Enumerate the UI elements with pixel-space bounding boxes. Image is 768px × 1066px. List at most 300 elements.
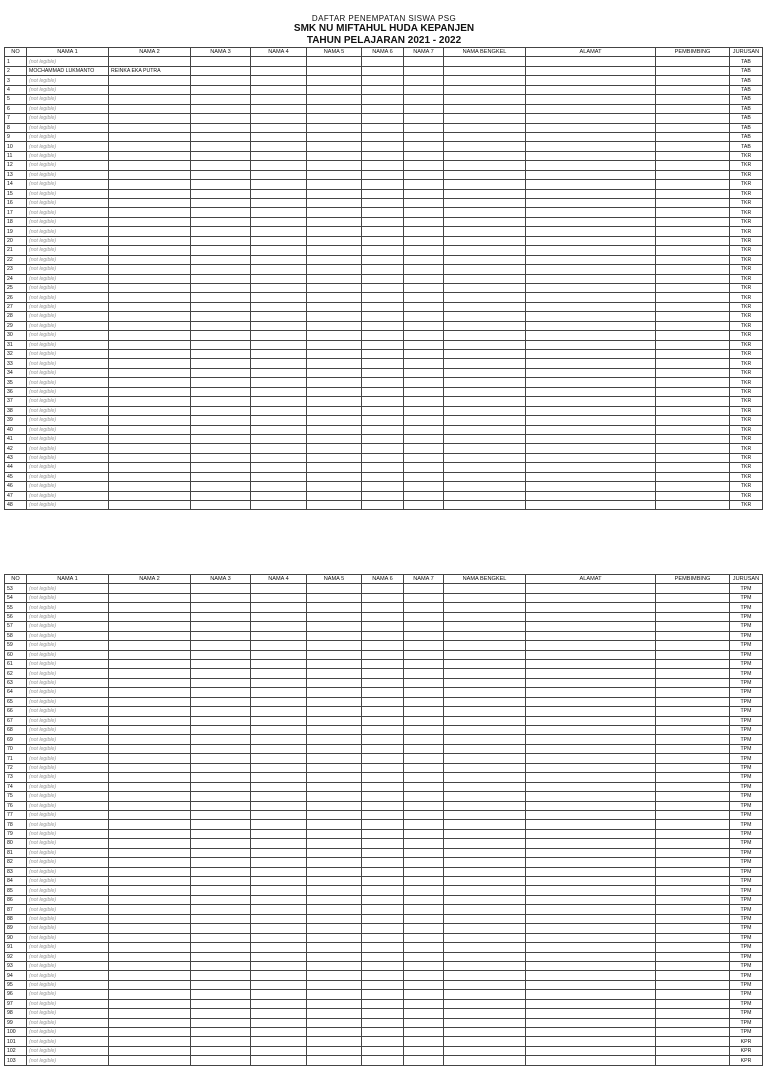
cell-pembimbing xyxy=(656,877,730,886)
cell-nama-6 xyxy=(362,378,404,387)
cell-nama-bengkel xyxy=(444,650,526,659)
cell-nama-5 xyxy=(307,886,362,895)
table-row xyxy=(5,416,763,425)
cell-nama-6 xyxy=(362,593,404,602)
cell-alamat xyxy=(526,246,656,255)
cell-jurusan: TKR xyxy=(730,416,763,425)
cell-nama-5 xyxy=(307,368,362,377)
cell-nama-4 xyxy=(251,641,307,650)
cell-nama-bengkel xyxy=(444,707,526,716)
cell-nama-7 xyxy=(404,603,444,612)
cell-nama-3 xyxy=(191,472,251,481)
placement-table-page-2 xyxy=(4,574,763,1066)
cell-nama-2 xyxy=(109,707,191,716)
table-row xyxy=(5,839,763,848)
cell-nama-2 xyxy=(109,227,191,236)
cell-pembimbing xyxy=(656,1028,730,1037)
cell-pembimbing xyxy=(656,227,730,236)
cell-nama-4 xyxy=(251,199,307,208)
cell-no: 22 xyxy=(5,255,27,264)
table-row xyxy=(5,255,763,264)
cell-nama-6 xyxy=(362,416,404,425)
cell-nama-2 xyxy=(109,416,191,425)
cell-alamat xyxy=(526,95,656,104)
column-header-nama-3: NAMA 3 xyxy=(191,575,251,584)
cell-nama-6 xyxy=(362,622,404,631)
cell-no: 53 xyxy=(5,584,27,593)
cell-nama-5 xyxy=(307,943,362,952)
cell-nama-6 xyxy=(362,236,404,245)
cell-no: 39 xyxy=(5,416,27,425)
cell-nama-bengkel xyxy=(444,199,526,208)
cell-pembimbing xyxy=(656,180,730,189)
cell-nama-1: (not legible) xyxy=(27,697,109,706)
table-row xyxy=(5,199,763,208)
cell-pembimbing xyxy=(656,331,730,340)
cell-nama-3 xyxy=(191,274,251,283)
cell-nama-4 xyxy=(251,104,307,113)
cell-alamat xyxy=(526,340,656,349)
column-header-nama-1: NAMA 1 xyxy=(27,48,109,57)
cell-alamat xyxy=(526,491,656,500)
cell-nama-3 xyxy=(191,359,251,368)
cell-nama-4 xyxy=(251,472,307,481)
cell-nama-4 xyxy=(251,1046,307,1055)
cell-no: 99 xyxy=(5,1018,27,1027)
cell-nama-5 xyxy=(307,924,362,933)
cell-alamat xyxy=(526,444,656,453)
cell-nama-4 xyxy=(251,463,307,472)
cell-no: 72 xyxy=(5,763,27,772)
cell-nama-bengkel xyxy=(444,142,526,151)
cell-alamat xyxy=(526,85,656,94)
cell-no: 101 xyxy=(5,1037,27,1046)
cell-nama-2 xyxy=(109,208,191,217)
cell-nama-1: (not legible) xyxy=(27,707,109,716)
cell-jurusan: TKR xyxy=(730,246,763,255)
cell-nama-5 xyxy=(307,810,362,819)
cell-nama-6 xyxy=(362,312,404,321)
cell-jurusan: TKR xyxy=(730,199,763,208)
cell-nama-7 xyxy=(404,302,444,311)
cell-no: 64 xyxy=(5,688,27,697)
table-row xyxy=(5,801,763,810)
cell-nama-5 xyxy=(307,425,362,434)
cell-nama-1: (not legible) xyxy=(27,933,109,942)
cell-nama-1: (not legible) xyxy=(27,886,109,895)
cell-no: 65 xyxy=(5,697,27,706)
table-row xyxy=(5,971,763,980)
cell-nama-bengkel xyxy=(444,933,526,942)
cell-nama-2 xyxy=(109,359,191,368)
table-row xyxy=(5,961,763,970)
cell-nama-3 xyxy=(191,180,251,189)
cell-nama-3 xyxy=(191,255,251,264)
cell-jurusan: TPM xyxy=(730,980,763,989)
cell-nama-5 xyxy=(307,180,362,189)
cell-jurusan: TAB xyxy=(730,123,763,132)
cell-nama-3 xyxy=(191,227,251,236)
cell-nama-7 xyxy=(404,1037,444,1046)
cell-nama-6 xyxy=(362,971,404,980)
cell-alamat xyxy=(526,839,656,848)
cell-nama-7 xyxy=(404,387,444,396)
table-row xyxy=(5,669,763,678)
cell-nama-3 xyxy=(191,952,251,961)
cell-nama-bengkel xyxy=(444,255,526,264)
cell-nama-4 xyxy=(251,716,307,725)
table-row xyxy=(5,829,763,838)
cell-pembimbing xyxy=(656,867,730,876)
cell-nama-7 xyxy=(404,236,444,245)
table-row xyxy=(5,123,763,132)
cell-nama-7 xyxy=(404,726,444,735)
cell-nama-2 xyxy=(109,350,191,359)
cell-nama-3 xyxy=(191,659,251,668)
cell-nama-7 xyxy=(404,312,444,321)
cell-pembimbing xyxy=(656,848,730,857)
cell-no: 13 xyxy=(5,170,27,179)
cell-jurusan: TKR xyxy=(730,321,763,330)
cell-nama-2 xyxy=(109,453,191,462)
cell-nama-4 xyxy=(251,331,307,340)
cell-nama-bengkel xyxy=(444,378,526,387)
cell-nama-bengkel xyxy=(444,810,526,819)
cell-nama-3 xyxy=(191,57,251,66)
cell-nama-2 xyxy=(109,199,191,208)
cell-alamat xyxy=(526,612,656,621)
table-header-row xyxy=(5,48,763,57)
cell-nama-4 xyxy=(251,246,307,255)
cell-nama-4 xyxy=(251,416,307,425)
cell-nama-7 xyxy=(404,612,444,621)
cell-nama-6 xyxy=(362,961,404,970)
cell-nama-bengkel xyxy=(444,416,526,425)
cell-alamat xyxy=(526,302,656,311)
cell-nama-bengkel xyxy=(444,697,526,706)
cell-nama-1: (not legible) xyxy=(27,858,109,867)
cell-nama-4 xyxy=(251,990,307,999)
cell-jurusan: TKR xyxy=(730,453,763,462)
cell-nama-7 xyxy=(404,593,444,602)
cell-nama-bengkel xyxy=(444,406,526,415)
cell-nama-7 xyxy=(404,688,444,697)
cell-nama-2 xyxy=(109,95,191,104)
table-row xyxy=(5,161,763,170)
table-row xyxy=(5,293,763,302)
cell-nama-7 xyxy=(404,444,444,453)
cell-nama-6 xyxy=(362,839,404,848)
cell-nama-6 xyxy=(362,472,404,481)
cell-nama-7 xyxy=(404,66,444,75)
cell-nama-5 xyxy=(307,472,362,481)
cell-alamat xyxy=(526,688,656,697)
cell-nama-4 xyxy=(251,293,307,302)
cell-nama-3 xyxy=(191,735,251,744)
cell-nama-bengkel xyxy=(444,622,526,631)
cell-nama-3 xyxy=(191,801,251,810)
table-row xyxy=(5,340,763,349)
cell-nama-3 xyxy=(191,990,251,999)
cell-nama-7 xyxy=(404,434,444,443)
cell-nama-2 xyxy=(109,85,191,94)
cell-nama-7 xyxy=(404,472,444,481)
cell-nama-6 xyxy=(362,368,404,377)
cell-pembimbing xyxy=(656,444,730,453)
cell-nama-3 xyxy=(191,792,251,801)
cell-nama-7 xyxy=(404,368,444,377)
cell-nama-1: (not legible) xyxy=(27,444,109,453)
cell-jurusan: TPM xyxy=(730,961,763,970)
cell-pembimbing xyxy=(656,726,730,735)
table-row xyxy=(5,114,763,123)
cell-jurusan: TPM xyxy=(730,773,763,782)
cell-nama-7 xyxy=(404,584,444,593)
cell-nama-3 xyxy=(191,716,251,725)
cell-alamat xyxy=(526,151,656,160)
cell-nama-3 xyxy=(191,622,251,631)
cell-nama-bengkel xyxy=(444,472,526,481)
cell-nama-7 xyxy=(404,359,444,368)
cell-nama-7 xyxy=(404,378,444,387)
cell-alamat xyxy=(526,933,656,942)
cell-nama-5 xyxy=(307,782,362,791)
cell-pembimbing xyxy=(656,999,730,1008)
table-row xyxy=(5,463,763,472)
cell-nama-2 xyxy=(109,603,191,612)
cell-nama-5 xyxy=(307,66,362,75)
cell-alamat xyxy=(526,584,656,593)
cell-nama-5 xyxy=(307,1009,362,1018)
cell-nama-5 xyxy=(307,688,362,697)
table-row xyxy=(5,773,763,782)
cell-nama-6 xyxy=(362,321,404,330)
cell-pembimbing xyxy=(656,792,730,801)
cell-nama-3 xyxy=(191,293,251,302)
cell-pembimbing xyxy=(656,707,730,716)
cell-nama-4 xyxy=(251,491,307,500)
cell-nama-4 xyxy=(251,161,307,170)
cell-nama-2 xyxy=(109,491,191,500)
cell-nama-7 xyxy=(404,933,444,942)
cell-nama-5 xyxy=(307,255,362,264)
table-row xyxy=(5,1028,763,1037)
cell-nama-3 xyxy=(191,678,251,687)
cell-nama-2 xyxy=(109,1056,191,1065)
cell-pembimbing xyxy=(656,189,730,198)
cell-nama-4 xyxy=(251,612,307,621)
table-row xyxy=(5,716,763,725)
cell-nama-2 xyxy=(109,650,191,659)
cell-nama-1: (not legible) xyxy=(27,631,109,640)
cell-nama-3 xyxy=(191,501,251,510)
cell-alamat xyxy=(526,829,656,838)
cell-nama-2 xyxy=(109,142,191,151)
cell-alamat xyxy=(526,697,656,706)
cell-no: 33 xyxy=(5,359,27,368)
table-row xyxy=(5,331,763,340)
cell-nama-6 xyxy=(362,208,404,217)
cell-nama-6 xyxy=(362,829,404,838)
column-header-nama-2: NAMA 2 xyxy=(109,575,191,584)
cell-no: 7 xyxy=(5,114,27,123)
cell-nama-4 xyxy=(251,85,307,94)
cell-pembimbing xyxy=(656,669,730,678)
cell-nama-4 xyxy=(251,754,307,763)
cell-pembimbing xyxy=(656,114,730,123)
cell-nama-1: (not legible) xyxy=(27,792,109,801)
cell-no: 82 xyxy=(5,858,27,867)
cell-pembimbing xyxy=(656,622,730,631)
cell-pembimbing xyxy=(656,905,730,914)
cell-nama-2 xyxy=(109,782,191,791)
cell-nama-bengkel xyxy=(444,425,526,434)
cell-nama-5 xyxy=(307,359,362,368)
column-header-nama-6: NAMA 6 xyxy=(362,575,404,584)
cell-jurusan: TAB xyxy=(730,95,763,104)
cell-nama-7 xyxy=(404,669,444,678)
table-row xyxy=(5,1037,763,1046)
cell-pembimbing xyxy=(656,584,730,593)
cell-nama-3 xyxy=(191,142,251,151)
cell-nama-2 xyxy=(109,387,191,396)
cell-alamat xyxy=(526,331,656,340)
cell-alamat xyxy=(526,943,656,952)
column-header-alamat: ALAMAT xyxy=(526,575,656,584)
cell-no: 17 xyxy=(5,208,27,217)
cell-nama-3 xyxy=(191,593,251,602)
cell-nama-bengkel xyxy=(444,593,526,602)
cell-nama-bengkel xyxy=(444,283,526,292)
cell-nama-1: (not legible) xyxy=(27,1056,109,1065)
cell-nama-5 xyxy=(307,406,362,415)
cell-nama-6 xyxy=(362,453,404,462)
cell-jurusan: TKR xyxy=(730,359,763,368)
cell-jurusan: TPM xyxy=(730,631,763,640)
cell-nama-6 xyxy=(362,255,404,264)
cell-alamat xyxy=(526,66,656,75)
cell-no: 45 xyxy=(5,472,27,481)
cell-no: 19 xyxy=(5,227,27,236)
cell-nama-4 xyxy=(251,453,307,462)
table-row xyxy=(5,1018,763,1027)
cell-nama-1: (not legible) xyxy=(27,453,109,462)
cell-nama-2 xyxy=(109,659,191,668)
cell-no: 89 xyxy=(5,924,27,933)
cell-jurusan: TKR xyxy=(730,378,763,387)
table-row xyxy=(5,378,763,387)
cell-pembimbing xyxy=(656,659,730,668)
column-header-nama-1: NAMA 1 xyxy=(27,575,109,584)
cell-pembimbing xyxy=(656,265,730,274)
cell-pembimbing xyxy=(656,886,730,895)
table-row xyxy=(5,763,763,772)
cell-jurusan: TPM xyxy=(730,943,763,952)
cell-nama-2 xyxy=(109,104,191,113)
cell-nama-7 xyxy=(404,1028,444,1037)
cell-nama-7 xyxy=(404,999,444,1008)
cell-nama-6 xyxy=(362,924,404,933)
table-row xyxy=(5,612,763,621)
cell-pembimbing xyxy=(656,246,730,255)
cell-nama-2 xyxy=(109,114,191,123)
cell-nama-3 xyxy=(191,217,251,226)
cell-nama-7 xyxy=(404,622,444,631)
cell-pembimbing xyxy=(656,1046,730,1055)
cell-nama-1: (not legible) xyxy=(27,114,109,123)
cell-nama-4 xyxy=(251,886,307,895)
cell-nama-4 xyxy=(251,924,307,933)
cell-nama-1: (not legible) xyxy=(27,340,109,349)
cell-nama-6 xyxy=(362,293,404,302)
cell-nama-7 xyxy=(404,820,444,829)
table-row xyxy=(5,85,763,94)
cell-nama-1: (not legible) xyxy=(27,312,109,321)
cell-alamat xyxy=(526,104,656,113)
cell-nama-1: (not legible) xyxy=(27,1046,109,1055)
cell-nama-4 xyxy=(251,697,307,706)
cell-nama-3 xyxy=(191,387,251,396)
cell-alamat xyxy=(526,744,656,753)
table-row xyxy=(5,905,763,914)
cell-pembimbing xyxy=(656,378,730,387)
cell-nama-6 xyxy=(362,980,404,989)
cell-nama-7 xyxy=(404,1046,444,1055)
cell-pembimbing xyxy=(656,961,730,970)
cell-nama-7 xyxy=(404,161,444,170)
cell-nama-3 xyxy=(191,463,251,472)
cell-nama-5 xyxy=(307,265,362,274)
cell-pembimbing xyxy=(656,95,730,104)
cell-nama-4 xyxy=(251,397,307,406)
table-row xyxy=(5,707,763,716)
cell-nama-bengkel xyxy=(444,321,526,330)
cell-nama-4 xyxy=(251,905,307,914)
cell-nama-1: (not legible) xyxy=(27,1018,109,1027)
cell-nama-bengkel xyxy=(444,132,526,141)
cell-alamat xyxy=(526,810,656,819)
cell-nama-5 xyxy=(307,501,362,510)
table-row xyxy=(5,641,763,650)
cell-nama-bengkel xyxy=(444,312,526,321)
cell-nama-3 xyxy=(191,189,251,198)
cell-no: 70 xyxy=(5,744,27,753)
cell-nama-1: (not legible) xyxy=(27,980,109,989)
table-row xyxy=(5,321,763,330)
cell-nama-2 xyxy=(109,744,191,753)
cell-no: 28 xyxy=(5,312,27,321)
cell-nama-2 xyxy=(109,943,191,952)
academic-year: TAHUN PELAJARAN 2021 - 2022 xyxy=(306,35,462,46)
cell-nama-1: (not legible) xyxy=(27,57,109,66)
cell-nama-5 xyxy=(307,641,362,650)
cell-no: 1 xyxy=(5,57,27,66)
cell-jurusan: TKR xyxy=(730,283,763,292)
column-header-nama-7: NAMA 7 xyxy=(404,48,444,57)
cell-nama-2 xyxy=(109,763,191,772)
cell-nama-4 xyxy=(251,434,307,443)
cell-nama-7 xyxy=(404,943,444,952)
cell-nama-2 xyxy=(109,302,191,311)
cell-nama-bengkel xyxy=(444,104,526,113)
cell-alamat xyxy=(526,980,656,989)
cell-nama-2 xyxy=(109,265,191,274)
cell-nama-6 xyxy=(362,905,404,914)
cell-nama-7 xyxy=(404,980,444,989)
cell-pembimbing xyxy=(656,123,730,132)
cell-nama-6 xyxy=(362,482,404,491)
table-row xyxy=(5,170,763,179)
